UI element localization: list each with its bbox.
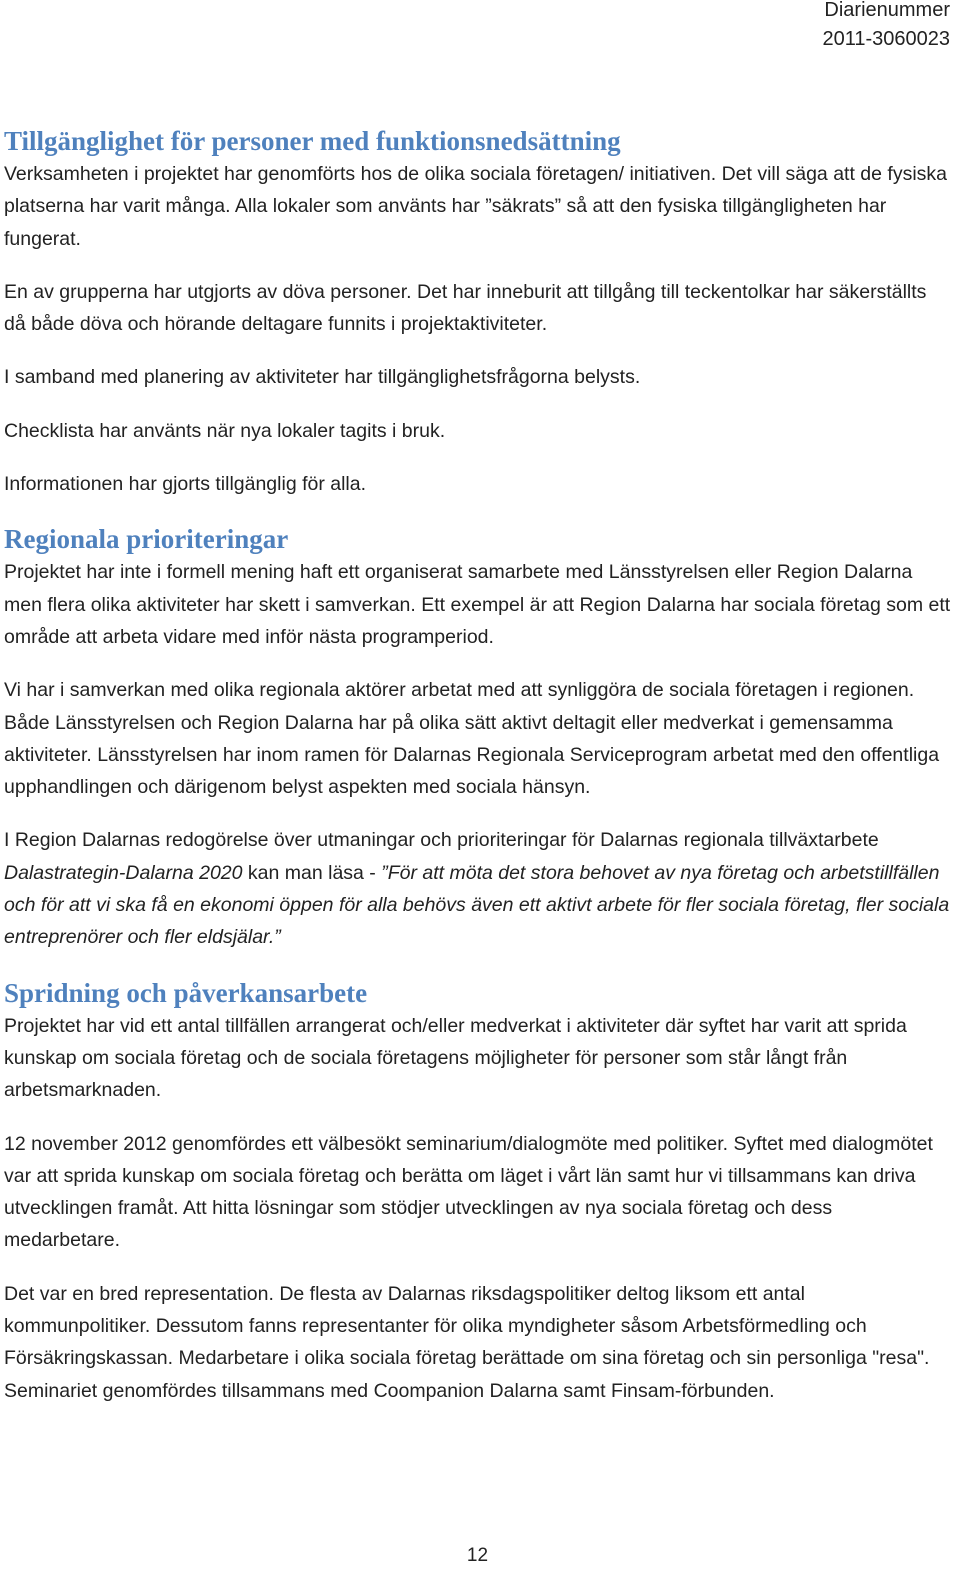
paragraph: Vi har i samverkan med olika regionala aktörer arbetat med att synliggöra de sociala företagen i regionen. Både Länsstyrelsen och Region Dalarna har på olika sätt aktivt deltagit eller medverkat i gemensamma aktiviteter. Länsstyrelsen har inom ramen för Dalarnas Regionala Serviceprogram arbetat med den offentliga upphandlingen och därigenom belyst aspekten med sociala hänsyn. <box>4 679 940 799</box>
diarienummer-label: Diarienummer <box>824 0 950 21</box>
paragraph: Det var en bred representation. De flesta av Dalarnas riksdagspolitiker deltog liksom ett antal kommunpolitiker. Dessutom fanns representanter för olika myndigheter såsom Arbetsförmedling och Försäkringskassan. Medarbetare i olika sociala företag berättade om sina företag och sin personliga "resa". Seminariet genomfördes tillsammans med Coompanion Dalarna samt Finsam-förbunden. <box>4 1282 930 1402</box>
paragraph: Projektet har vid ett antal tillfällen arrangerat och/eller medverkat i aktiviteter där syftet har varit att sprida kunskap om sociala företag och de sociala företagens möjligheter för personer som står långt från arbetsmarknaden. <box>4 1014 907 1102</box>
paragraph-with-quote <box>4 824 952 953</box>
page-number: 12 <box>466 1545 489 1566</box>
paragraph: Informationen har gjorts tillgänglig för alla. <box>4 473 367 496</box>
document-body <box>4 124 952 1428</box>
paragraph: Projektet har inte i formell mening haft ett organiserat samarbete med Länsstyrelsen eller Region Dalarna men flera olika aktiviteter har skett i samverkan. Ett exempel är att Region Dalarna har sociala företag som ett område att arbeta vidare med inför nästa programperiod. <box>4 561 951 648</box>
document-header <box>822 0 950 54</box>
section-heading-accessibility: Tillgänglighet för personer med funktionsnedsättning <box>4 126 621 156</box>
strategy-quote: ”För att möta det stora behovet av nya företag och arbetstillfällen och för att vi ska få en ekonomi öppen för alla behövs även ett aktivt arbete för fler sociala företag, fler sociala entreprenörer och fler eldsjälar.” <box>4 861 950 949</box>
diarienummer-value: 2011-3060023 <box>822 28 950 50</box>
paragraph-middle: kan man läsa - <box>242 861 382 884</box>
paragraph: I samband med planering av aktiviteter har tillgänglighetsfrågorna belysts. <box>4 366 641 389</box>
paragraph-lead: I Region Dalarnas redogörelse över utmaningar och prioriteringar för Dalarnas regionala tillväxtarbete <box>4 829 879 852</box>
paragraph: En av grupperna har utgjorts av döva personer. Det har inneburit att tillgång till teckentolkar har säkerställts då både döva och hörande deltagare funnits i projektaktiviteter. <box>4 280 927 336</box>
paragraph: 12 november 2012 genomfördes ett välbesökt seminarium/dialogmöte med politiker. Syftet med dialogmötet var att sprida kunskap om sociala företag och berätta om läget i vårt län samt hur vi tillsammans kan driva utvecklingen framåt. Att hitta lösningar som stödjer utvecklingen av nya sociala företag och dess medarbetare. <box>4 1132 933 1252</box>
strategy-title: Dalastrategin-Dalarna 2020 <box>4 861 243 884</box>
section-heading-dissemination: Spridning och påverkansarbete <box>4 977 368 1008</box>
section-heading-regional-priorities: Regionala prioriteringar <box>4 524 289 555</box>
paragraph: Checklista har använts när nya lokaler tagits i bruk. <box>4 419 446 442</box>
paragraph: Verksamheten i projektet har genomförts hos de olika sociala företagen/ initiativen. Det vill säga att de fysiska platserna har varit många. Alla lokaler som använts har ”säkrats” så att den fysiska tillgängligheten har fungerat. <box>4 163 947 250</box>
